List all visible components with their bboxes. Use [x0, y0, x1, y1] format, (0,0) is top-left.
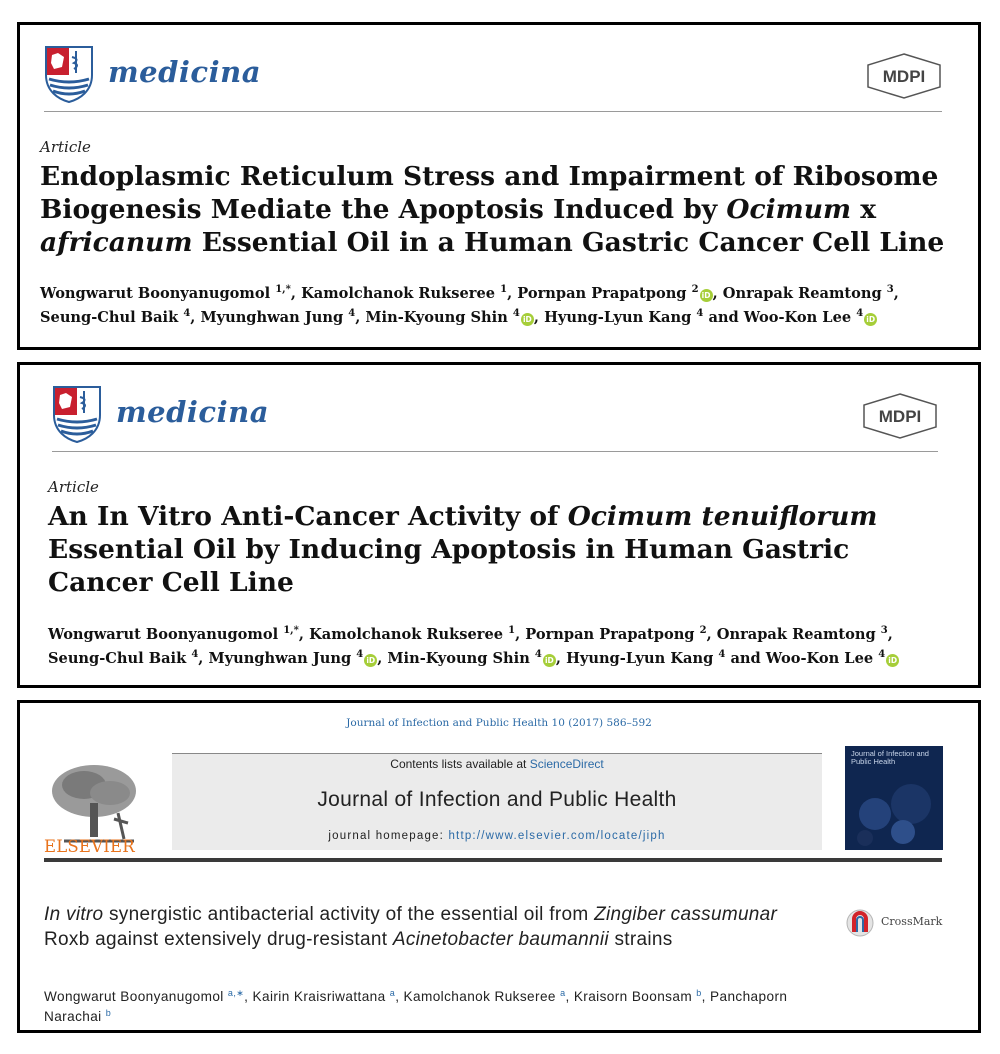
author-name: Woo-Kon Lee	[765, 650, 874, 667]
crossmark-label: CrossMark	[881, 915, 943, 928]
journal-header	[52, 379, 938, 452]
crossmark-icon	[843, 908, 877, 938]
orcid-icon[interactable]: iD	[700, 289, 713, 302]
author-affiliation: 1	[500, 284, 508, 295]
title-segment: Roxb against extensively drug-resistant	[44, 929, 393, 950]
title-segment: Essential Oil by Inducing Apoptosis in Human Gastric Cancer Cell Line	[48, 534, 850, 598]
author-separator: ,	[507, 285, 518, 302]
author-separator: ,	[533, 309, 545, 326]
article-title	[44, 902, 828, 952]
article-title	[48, 500, 948, 599]
mdpi-logo	[866, 53, 942, 99]
author-name: Panchaporn Narachai	[44, 989, 788, 1024]
header-rule	[44, 858, 942, 862]
author-name: Pornpan Prapatpong	[517, 285, 687, 302]
mdpi-logo	[862, 393, 938, 439]
author-separator: ,	[555, 650, 567, 667]
author-name: Onrapak Reamtong	[716, 626, 876, 643]
author-separator: ,	[515, 626, 526, 643]
title-segment: Essential Oil in a Human Gastric Cancer Cell Line	[192, 227, 945, 258]
author-name: Hyung-Lyun Kang	[544, 309, 692, 326]
author-list	[48, 623, 948, 671]
author-affiliation: 1,*	[283, 625, 299, 636]
author-affiliation: 2	[699, 625, 707, 636]
article-header-1	[17, 22, 981, 350]
title-segment: In vitro	[44, 904, 104, 925]
elsevier-wordmark: ELSEVIER	[44, 837, 135, 856]
author-affiliation: 4	[512, 308, 520, 319]
title-segment: africanum	[40, 227, 193, 258]
author-affiliation: 4	[878, 649, 886, 660]
author-separator: ,	[701, 989, 711, 1004]
author-name: Kairin Kraisriwattana	[252, 989, 386, 1004]
cover-art	[845, 774, 943, 850]
author-affiliation: 1,*	[275, 284, 291, 295]
title-segment: Zingiber cassumunar	[594, 904, 778, 925]
author-affiliation: 4	[856, 308, 864, 319]
author-affiliation: a	[560, 988, 566, 998]
homepage-link[interactable]: http://www.elsevier.com/locate/jiph	[448, 830, 666, 842]
author-separator: ,	[893, 285, 899, 302]
author-name: Pornpan Prapatpong	[525, 626, 695, 643]
author-affiliation: 4	[534, 649, 542, 660]
author-affiliation: 4	[696, 308, 704, 319]
author-affiliation: 1	[508, 625, 516, 636]
title-segment: x	[851, 194, 877, 225]
author-separator: ,	[190, 309, 201, 326]
author-separator: ,	[298, 626, 310, 643]
title-segment: Ocimum	[726, 194, 852, 225]
sciencedirect-link[interactable]: ScienceDirect	[529, 757, 604, 771]
journal-title: Journal of Infection and Public Health	[317, 788, 677, 811]
article-header-3	[17, 700, 981, 1033]
author-affiliation: a,∗	[227, 988, 245, 998]
cover-title: Journal of Infection and Public Health	[851, 749, 929, 766]
title-segment: strains	[608, 929, 673, 950]
author-affiliation: b	[696, 988, 702, 998]
author-separator: ,	[290, 285, 302, 302]
author-list	[40, 282, 948, 330]
author-affiliation: a	[389, 988, 396, 998]
author-name: Hyung-Lyun Kang	[566, 650, 714, 667]
author-separator: ,	[565, 989, 574, 1004]
crossmark-badge[interactable]	[843, 908, 963, 938]
orcid-icon[interactable]: iD	[521, 313, 534, 326]
author-name: Wongwarut Boonyanugomol	[48, 626, 279, 643]
article-header-2	[17, 362, 981, 688]
author-name: Wongwarut Boonyanugomol	[44, 989, 224, 1004]
author-affiliation: 4	[191, 649, 199, 660]
author-affiliation: 3	[880, 625, 888, 636]
title-segment: An In Vitro Anti-Cancer Activity of	[48, 501, 568, 532]
author-separator: ,	[244, 989, 253, 1004]
orcid-icon[interactable]: iD	[864, 313, 877, 326]
author-name: Onrapak Reamtong	[722, 285, 882, 302]
homepage-prefix: journal homepage:	[328, 830, 449, 842]
article-type: Article	[48, 478, 99, 496]
author-name: Wongwarut Boonyanugomol	[40, 285, 271, 302]
title-segment: Endoplasmic Reticulum Stress and Impairment of Ribosome Biogenesis Mediate the Apoptosis Induced by	[40, 161, 939, 225]
author-name: Min-Kyoung Shin	[365, 309, 508, 326]
author-separator: and	[703, 309, 744, 326]
author-name: Min-Kyoung Shin	[387, 650, 530, 667]
author-affiliation: 4	[356, 649, 364, 660]
author-name: Myunghwan Jung	[208, 650, 352, 667]
mdpi-text: MDPI	[878, 407, 922, 426]
journal-name: medicina	[116, 395, 269, 429]
mdpi-text: MDPI	[882, 67, 926, 86]
title-segment: Acinetobacter baumannii	[392, 929, 609, 950]
author-separator: and	[725, 650, 766, 667]
author-name: Kamolchanok Rukseree	[301, 285, 496, 302]
author-list	[44, 987, 828, 1027]
author-separator: ,	[377, 650, 388, 667]
author-name: Kamolchanok Rukseree	[309, 626, 504, 643]
author-affiliation: b	[105, 1008, 112, 1018]
author-affiliation: 4	[348, 308, 356, 319]
title-segment: synergistic antibacterial activity of the essential oil from	[103, 904, 595, 925]
article-type: Article	[40, 138, 91, 156]
medicina-crest-logo	[44, 45, 94, 103]
author-affiliation: 2	[691, 284, 699, 295]
orcid-icon[interactable]: iD	[543, 654, 556, 667]
journal-name: medicina	[108, 55, 261, 89]
author-separator: ,	[706, 626, 717, 643]
author-affiliation: 4	[183, 308, 191, 319]
contents-prefix: Contents lists available at	[390, 757, 530, 771]
journal-header	[44, 39, 942, 112]
author-separator: ,	[712, 285, 723, 302]
homepage-line	[172, 830, 822, 842]
author-name: Seung-Chul Baik	[40, 309, 179, 326]
journal-citation: Journal of Infection and Public Health 10 (2017) 586–592	[346, 717, 652, 729]
article-title	[40, 160, 948, 259]
author-name: Seung-Chul Baik	[48, 650, 187, 667]
journal-banner	[172, 753, 822, 850]
author-name: Woo-Kon Lee	[743, 309, 852, 326]
author-separator: ,	[198, 650, 209, 667]
contents-line	[172, 757, 822, 771]
journal-cover	[845, 746, 943, 850]
author-name: Myunghwan Jung	[200, 309, 344, 326]
orcid-icon[interactable]: iD	[886, 654, 899, 667]
author-affiliation: 4	[718, 649, 726, 660]
author-affiliation: 3	[886, 284, 894, 295]
author-separator: ,	[355, 309, 366, 326]
title-segment: Ocimum tenuiflorum	[567, 501, 878, 532]
author-separator: ,	[887, 626, 893, 643]
author-separator: ,	[395, 989, 404, 1004]
author-name: Kamolchanok Rukseree	[403, 989, 556, 1004]
author-name: Kraisorn Boonsam	[573, 989, 693, 1004]
medicina-crest-logo	[52, 385, 102, 443]
orcid-icon[interactable]: iD	[364, 654, 377, 667]
